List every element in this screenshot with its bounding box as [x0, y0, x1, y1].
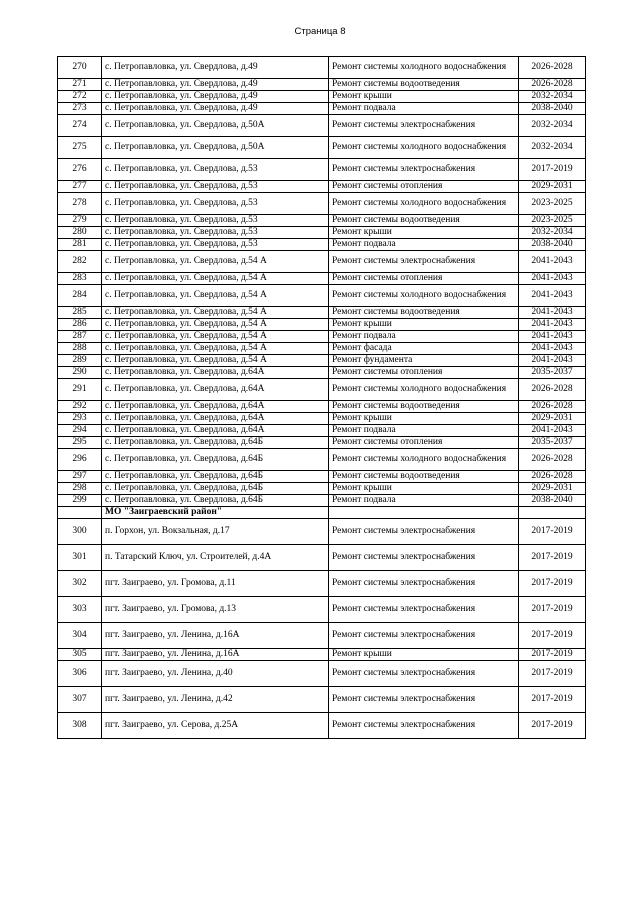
period-cell: 2038-2040 — [519, 103, 586, 115]
period-cell: 2017-2019 — [519, 570, 586, 596]
period-cell: 2029-2031 — [519, 181, 586, 193]
table-row — [58, 227, 586, 239]
row-number: 294 — [58, 425, 102, 437]
row-number: 271 — [58, 79, 102, 91]
work-type-cell: Ремонт системы водоотведения — [329, 307, 519, 319]
address-cell: с. Петропавловка, ул. Свердлова, д.54 А — [102, 307, 329, 319]
table-row — [58, 331, 586, 343]
address-cell: с. Петропавловка, ул. Свердлова, д.64Б — [102, 471, 329, 483]
address-cell: с. Петропавловка, ул. Свердлова, д.64А — [102, 379, 329, 401]
work-type-cell: Ремонт системы отопления — [329, 437, 519, 449]
work-type-cell: Ремонт системы отопления — [329, 181, 519, 193]
period-cell: 2017-2019 — [519, 159, 586, 181]
address-cell: с. Петропавловка, ул. Свердлова, д.53 — [102, 193, 329, 215]
table-row — [58, 544, 586, 570]
period-cell: 2017-2019 — [519, 596, 586, 622]
repair-schedule-table — [57, 56, 586, 739]
table-row — [58, 425, 586, 437]
period-cell: 2041-2043 — [519, 319, 586, 331]
period-cell: 2023-2025 — [519, 193, 586, 215]
work-type-cell: Ремонт системы холодного водоснабжения — [329, 285, 519, 307]
period-cell: 2026-2028 — [519, 471, 586, 483]
address-cell: п. Горхон, ул. Вокзальная, д.17 — [102, 518, 329, 544]
period-cell: 2041-2043 — [519, 425, 586, 437]
row-number: 279 — [58, 215, 102, 227]
table-row — [58, 103, 586, 115]
address-cell: с. Петропавловка, ул. Свердлова, д.50А — [102, 115, 329, 137]
table-row — [58, 449, 586, 471]
table-row — [58, 273, 586, 285]
row-number: 302 — [58, 570, 102, 596]
row-number: 292 — [58, 401, 102, 413]
period-cell: 2038-2040 — [519, 495, 586, 507]
table-row — [58, 319, 586, 331]
table-row — [58, 307, 586, 319]
table-row — [58, 413, 586, 425]
table-row — [58, 343, 586, 355]
table-row — [58, 193, 586, 215]
work-type-cell: Ремонт фундамента — [329, 355, 519, 367]
table-row — [58, 355, 586, 367]
work-type-cell: Ремонт системы электроснабжения — [329, 159, 519, 181]
period-cell: 2026-2028 — [519, 401, 586, 413]
period-cell: 2017-2019 — [519, 622, 586, 648]
work-type-cell: Ремонт системы отопления — [329, 367, 519, 379]
work-type-cell: Ремонт крыши — [329, 319, 519, 331]
row-number: 284 — [58, 285, 102, 307]
row-number: 276 — [58, 159, 102, 181]
address-cell: с. Петропавловка, ул. Свердлова, д.64Б — [102, 483, 329, 495]
table-row — [58, 79, 586, 91]
table-row — [58, 437, 586, 449]
address-cell: пгт. Заиграево, ул. Ленина, д.16А — [102, 622, 329, 648]
row-number: 288 — [58, 343, 102, 355]
address-cell: пгт. Заиграево, ул. Серова, д.25А — [102, 712, 329, 738]
address-cell: с. Петропавловка, ул. Свердлова, д.64А — [102, 401, 329, 413]
section-num-cell — [58, 507, 102, 519]
period-cell: 2032-2034 — [519, 137, 586, 159]
address-cell: пгт. Заиграево, ул. Громова, д.13 — [102, 596, 329, 622]
period-cell: 2017-2019 — [519, 712, 586, 738]
period-cell: 2035-2037 — [519, 437, 586, 449]
table-row — [58, 471, 586, 483]
row-number: 305 — [58, 648, 102, 660]
work-type-cell: Ремонт системы водоотведения — [329, 79, 519, 91]
address-cell: пгт. Заиграево, ул. Громова, д.11 — [102, 570, 329, 596]
period-cell: 2032-2034 — [519, 91, 586, 103]
address-cell: с. Петропавловка, ул. Свердлова, д.53 — [102, 215, 329, 227]
address-cell: с. Петропавловка, ул. Свердлова, д.54 А — [102, 285, 329, 307]
table-row — [58, 137, 586, 159]
row-number: 301 — [58, 544, 102, 570]
address-cell: с. Петропавловка, ул. Свердлова, д.64Б — [102, 449, 329, 471]
period-cell: 2026-2028 — [519, 379, 586, 401]
work-type-cell: Ремонт системы электроснабжения — [329, 544, 519, 570]
address-cell: с. Петропавловка, ул. Свердлова, д.64Б — [102, 437, 329, 449]
row-number: 282 — [58, 251, 102, 273]
address-cell: с. Петропавловка, ул. Свердлова, д.64А — [102, 367, 329, 379]
work-type-cell: Ремонт системы электроснабжения — [329, 251, 519, 273]
address-cell: пгт. Заиграево, ул. Ленина, д.42 — [102, 686, 329, 712]
work-type-cell: Ремонт системы водоотведения — [329, 401, 519, 413]
work-type-cell: Ремонт крыши — [329, 91, 519, 103]
period-cell: 2041-2043 — [519, 343, 586, 355]
table-row — [58, 379, 586, 401]
table-row — [58, 648, 586, 660]
period-cell: 2032-2034 — [519, 227, 586, 239]
address-cell: с. Петропавловка, ул. Свердлова, д.64А — [102, 425, 329, 437]
work-type-cell: Ремонт системы электроснабжения — [329, 622, 519, 648]
work-type-cell: Ремонт системы холодного водоснабжения — [329, 449, 519, 471]
period-cell: 2041-2043 — [519, 355, 586, 367]
address-cell: с. Петропавловка, ул. Свердлова, д.54 А — [102, 273, 329, 285]
work-type-cell: Ремонт системы электроснабжения — [329, 570, 519, 596]
table-row — [58, 596, 586, 622]
section-header-row — [58, 507, 586, 519]
work-type-cell: Ремонт системы водоотведения — [329, 471, 519, 483]
period-cell: 2041-2043 — [519, 273, 586, 285]
table-row — [58, 518, 586, 544]
table-row — [58, 251, 586, 273]
period-cell: 2041-2043 — [519, 331, 586, 343]
table-row — [58, 181, 586, 193]
period-cell: 2041-2043 — [519, 251, 586, 273]
period-cell: 2038-2040 — [519, 239, 586, 251]
address-cell: с. Петропавловка, ул. Свердлова, д.64Б — [102, 495, 329, 507]
table-row — [58, 570, 586, 596]
row-number: 277 — [58, 181, 102, 193]
row-number: 306 — [58, 660, 102, 686]
table-row — [58, 285, 586, 307]
period-cell: 2041-2043 — [519, 285, 586, 307]
period-cell: 2023-2025 — [519, 215, 586, 227]
period-cell: 2017-2019 — [519, 544, 586, 570]
row-number: 281 — [58, 239, 102, 251]
address-cell: с. Петропавловка, ул. Свердлова, д.54 А — [102, 355, 329, 367]
table-body — [58, 57, 586, 739]
row-number: 270 — [58, 57, 102, 79]
table-row — [58, 622, 586, 648]
row-number: 304 — [58, 622, 102, 648]
row-number: 283 — [58, 273, 102, 285]
table-row — [58, 91, 586, 103]
row-number: 299 — [58, 495, 102, 507]
page-header: Страница 8 — [294, 26, 346, 37]
address-cell: с. Петропавловка, ул. Свердлова, д.49 — [102, 57, 329, 79]
address-cell: с. Петропавловка, ул. Свердлова, д.53 — [102, 227, 329, 239]
address-cell: пгт. Заиграево, ул. Ленина, д.16А — [102, 648, 329, 660]
section-work-cell — [329, 507, 519, 519]
row-number: 273 — [58, 103, 102, 115]
row-number: 297 — [58, 471, 102, 483]
period-cell: 2017-2019 — [519, 518, 586, 544]
work-type-cell: Ремонт системы электроснабжения — [329, 660, 519, 686]
period-cell: 2017-2019 — [519, 686, 586, 712]
period-cell: 2029-2031 — [519, 483, 586, 495]
work-type-cell: Ремонт системы водоотведения — [329, 215, 519, 227]
period-cell: 2041-2043 — [519, 307, 586, 319]
table-row — [58, 712, 586, 738]
row-number: 303 — [58, 596, 102, 622]
period-cell: 2032-2034 — [519, 115, 586, 137]
row-number: 287 — [58, 331, 102, 343]
work-type-cell: Ремонт подвала — [329, 103, 519, 115]
address-cell: с. Петропавловка, ул. Свердлова, д.49 — [102, 91, 329, 103]
period-cell: 2017-2019 — [519, 648, 586, 660]
address-cell: с. Петропавловка, ул. Свердлова, д.54 А — [102, 251, 329, 273]
row-number: 293 — [58, 413, 102, 425]
work-type-cell: Ремонт системы электроснабжения — [329, 596, 519, 622]
row-number: 308 — [58, 712, 102, 738]
table-row — [58, 495, 586, 507]
row-number: 286 — [58, 319, 102, 331]
row-number: 307 — [58, 686, 102, 712]
period-cell: 2026-2028 — [519, 449, 586, 471]
row-number: 285 — [58, 307, 102, 319]
work-type-cell: Ремонт системы электроснабжения — [329, 518, 519, 544]
period-cell: 2029-2031 — [519, 413, 586, 425]
address-cell: пгт. Заиграево, ул. Ленина, д.40 — [102, 660, 329, 686]
period-cell: 2026-2028 — [519, 57, 586, 79]
table-row — [58, 215, 586, 227]
row-number: 291 — [58, 379, 102, 401]
table-row — [58, 401, 586, 413]
work-type-cell: Ремонт системы отопления — [329, 273, 519, 285]
address-cell: с. Петропавловка, ул. Свердлова, д.54 А — [102, 319, 329, 331]
work-type-cell: Ремонт подвала — [329, 239, 519, 251]
work-type-cell: Ремонт системы электроснабжения — [329, 712, 519, 738]
address-cell: с. Петропавловка, ул. Свердлова, д.64А — [102, 413, 329, 425]
address-cell: п. Татарский Ключ, ул. Строителей, д.4А — [102, 544, 329, 570]
row-number: 298 — [58, 483, 102, 495]
row-number: 290 — [58, 367, 102, 379]
table-row — [58, 115, 586, 137]
address-cell: с. Петропавловка, ул. Свердлова, д.53 — [102, 239, 329, 251]
section-period-cell — [519, 507, 586, 519]
table-row — [58, 159, 586, 181]
work-type-cell: Ремонт подвала — [329, 331, 519, 343]
row-number: 295 — [58, 437, 102, 449]
row-number: 278 — [58, 193, 102, 215]
row-number: 275 — [58, 137, 102, 159]
work-type-cell: Ремонт крыши — [329, 483, 519, 495]
row-number: 280 — [58, 227, 102, 239]
row-number: 272 — [58, 91, 102, 103]
row-number: 274 — [58, 115, 102, 137]
row-number: 300 — [58, 518, 102, 544]
table-row — [58, 239, 586, 251]
work-type-cell: Ремонт системы холодного водоснабжения — [329, 193, 519, 215]
section-title: МО "Заиграевский район" — [102, 507, 329, 519]
address-cell: с. Петропавловка, ул. Свердлова, д.49 — [102, 79, 329, 91]
work-type-cell: Ремонт фасада — [329, 343, 519, 355]
table-row — [58, 367, 586, 379]
work-type-cell: Ремонт крыши — [329, 413, 519, 425]
period-cell: 2017-2019 — [519, 660, 586, 686]
address-cell: с. Петропавловка, ул. Свердлова, д.54 А — [102, 331, 329, 343]
work-type-cell: Ремонт системы электроснабжения — [329, 686, 519, 712]
work-type-cell: Ремонт системы холодного водоснабжения — [329, 137, 519, 159]
table-row — [58, 686, 586, 712]
period-cell: 2026-2028 — [519, 79, 586, 91]
table-row — [58, 483, 586, 495]
work-type-cell: Ремонт подвала — [329, 495, 519, 507]
work-type-cell: Ремонт крыши — [329, 648, 519, 660]
address-cell: с. Петропавловка, ул. Свердлова, д.53 — [102, 181, 329, 193]
work-type-cell: Ремонт системы электроснабжения — [329, 115, 519, 137]
period-cell: 2035-2037 — [519, 367, 586, 379]
address-cell: с. Петропавловка, ул. Свердлова, д.53 — [102, 159, 329, 181]
work-type-cell: Ремонт системы холодного водоснабжения — [329, 379, 519, 401]
table-row — [58, 57, 586, 79]
address-cell: с. Петропавловка, ул. Свердлова, д.54 А — [102, 343, 329, 355]
row-number: 296 — [58, 449, 102, 471]
work-type-cell: Ремонт системы холодного водоснабжения — [329, 57, 519, 79]
work-type-cell: Ремонт крыши — [329, 227, 519, 239]
address-cell: с. Петропавловка, ул. Свердлова, д.50А — [102, 137, 329, 159]
work-type-cell: Ремонт подвала — [329, 425, 519, 437]
address-cell: с. Петропавловка, ул. Свердлова, д.49 — [102, 103, 329, 115]
table-row — [58, 660, 586, 686]
row-number: 289 — [58, 355, 102, 367]
